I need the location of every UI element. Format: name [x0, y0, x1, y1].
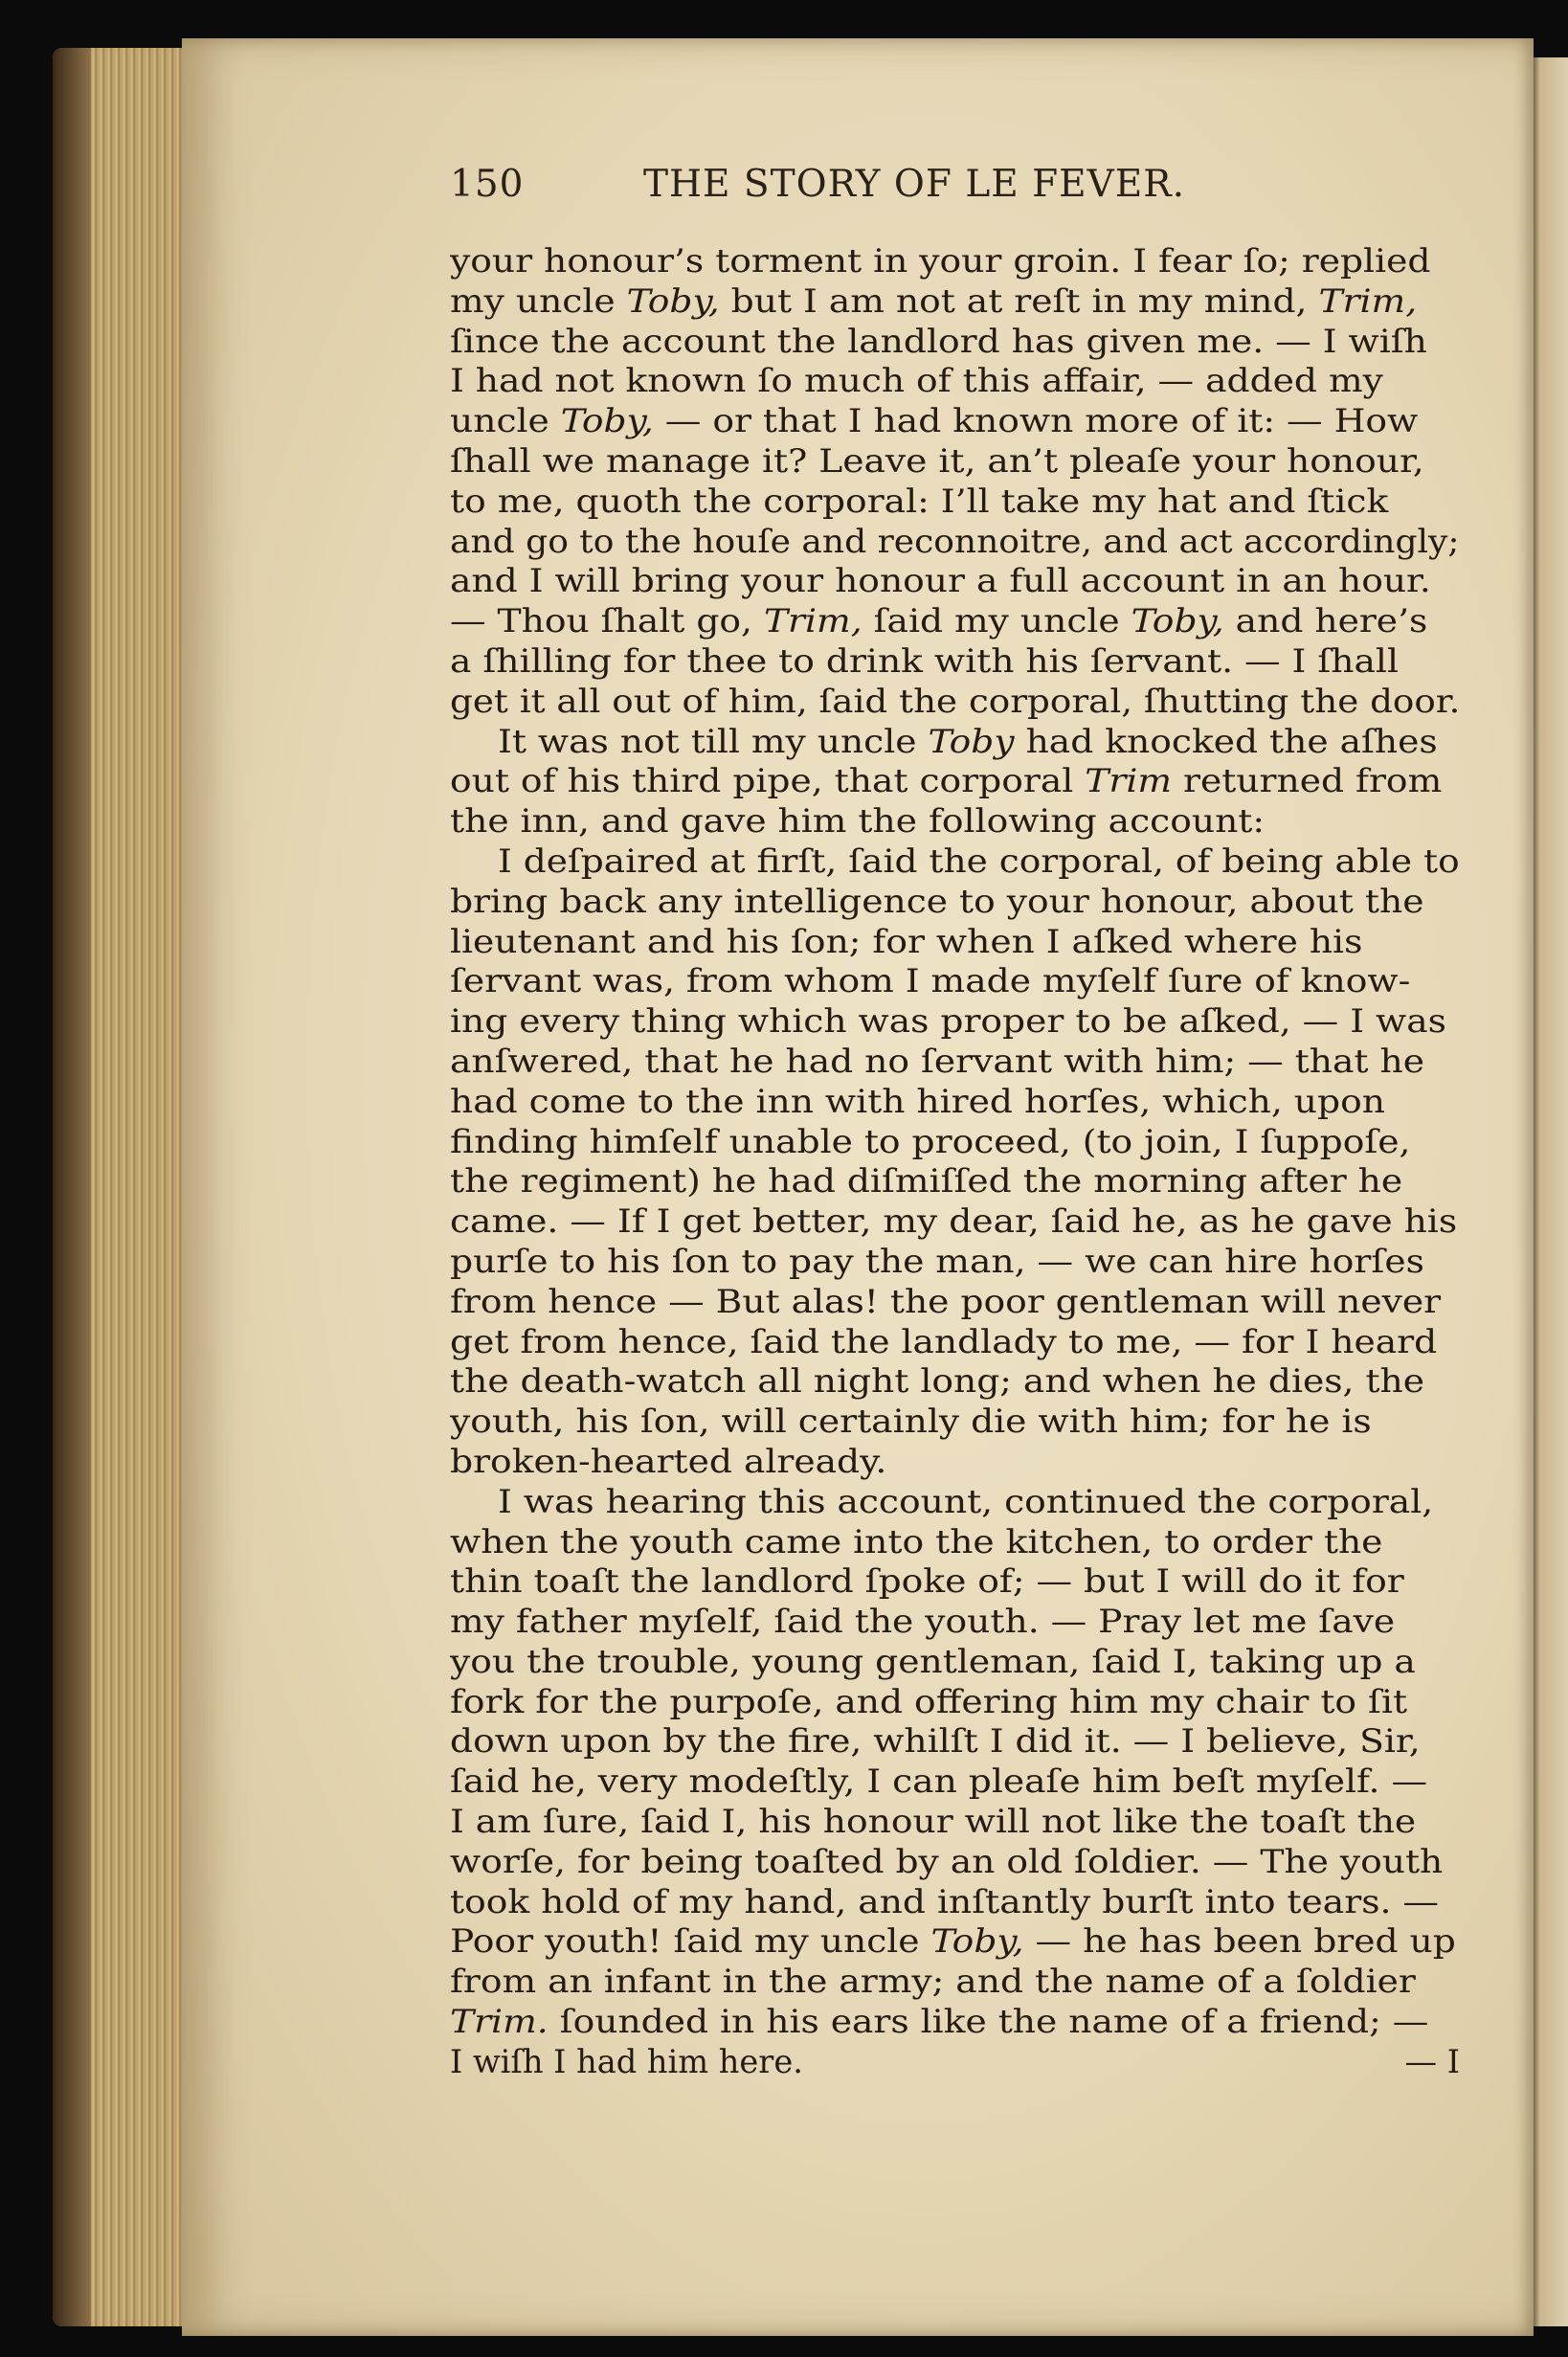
- facing-page-edge: [1528, 57, 1568, 2326]
- text-line: [450, 641, 1460, 682]
- text-segment: took hold of my hand, and inſtantly burſt into tears. —: [450, 1882, 1440, 1920]
- text-line: [450, 761, 1460, 801]
- text-line: [450, 842, 1460, 882]
- text-segment: ſhall we manage it? Leave it, an’t pleaſe your honour,: [450, 441, 1424, 480]
- italic-name: Trim,: [1318, 281, 1418, 320]
- text-segment: the regiment) he had diſmiſſed the morning after he: [450, 1162, 1403, 1201]
- text-segment: lieutenant and his ſon; for when I aſked where his: [450, 922, 1363, 960]
- book-cover-edge: [53, 48, 91, 2326]
- text-segment: ſounded in his ears like the name of a friend; —: [548, 2003, 1429, 2041]
- text-line: [450, 1442, 1460, 1482]
- text-segment: It was not till my uncle: [498, 722, 929, 760]
- text-line: [450, 601, 1460, 641]
- text-segment: ſince the account the landlord has given me. — I wiſh: [450, 322, 1427, 360]
- text-line: [450, 561, 1460, 601]
- body-text: [450, 241, 1460, 2082]
- catchword: — I: [1404, 2042, 1460, 2080]
- text-line: [450, 1361, 1460, 1402]
- text-segment: the inn, and gave him the following account:: [450, 802, 1266, 841]
- text-segment: Poor youth! ſaid my uncle: [450, 1922, 931, 1961]
- text-segment: when the youth came into the kitchen, to order the: [450, 1522, 1383, 1560]
- text-line: [450, 522, 1460, 562]
- text-segment: get it all out of him, ſaid the corporal, ſhutting the door.: [450, 682, 1460, 720]
- text-segment: ſaid he, very modeſtly, I can pleaſe him beſt myſelf. —: [450, 1762, 1428, 1801]
- text-segment: — Thou ſhalt go,: [450, 602, 764, 640]
- text-line: [450, 1842, 1460, 1882]
- text-segment: down upon by the fire, whilſt I did it. — I believe, Sir,: [450, 1722, 1421, 1761]
- text-line: [450, 281, 1460, 322]
- text-segment: had come to the inn with hired horſes, which, upon: [450, 1082, 1385, 1120]
- text-segment: to me, quoth the corporal: I’ll take my hat and ſtick: [450, 482, 1389, 520]
- text-line: [450, 1962, 1460, 2002]
- text-segment: you the trouble, young gentleman, ſaid I, taking up a: [450, 1642, 1416, 1680]
- page-number: 150: [450, 163, 525, 206]
- italic-name: Trim,: [763, 602, 862, 640]
- italic-name: Trim.: [450, 2003, 549, 2041]
- text-segment: finding himſelf unable to proceed, (to join, I ſuppoſe,: [450, 1122, 1411, 1160]
- text-segment: and I will bring your honour a full account in an hour.: [450, 562, 1431, 600]
- text-segment: my uncle: [450, 281, 627, 320]
- text-line: [450, 1522, 1460, 1562]
- text-line: [450, 1921, 1460, 1962]
- text-line: [450, 1001, 1460, 1042]
- text-segment: — he has been bred up: [1023, 1922, 1456, 1961]
- text-segment: from hence — But alas! the poor gentleman will never: [450, 1282, 1442, 1320]
- italic-name: Toby,: [930, 1922, 1024, 1961]
- italic-name: Toby,: [1131, 602, 1224, 640]
- text-line: [450, 1721, 1460, 1762]
- text-segment: purſe to his ſon to pay the man, — we can hire horſes: [450, 1242, 1424, 1280]
- text-line: [450, 1882, 1460, 1922]
- text-segment: ſaid my uncle: [862, 602, 1131, 640]
- text-segment: anſwered, that he had no ſervant with him; — that he: [450, 1042, 1424, 1080]
- text-line: [450, 1161, 1460, 1201]
- text-line: [450, 1122, 1460, 1162]
- text-line: [450, 441, 1460, 482]
- text-line: [450, 322, 1460, 362]
- text-line: [450, 1201, 1460, 1242]
- text-segment: worſe, for being toaſted by an old ſoldier. — The youth: [450, 1842, 1444, 1880]
- text-segment: I deſpaired at firſt, ſaid the corporal, of being able to: [498, 842, 1460, 880]
- running-title: THE STORY OF LE FEVER.: [643, 163, 1186, 206]
- text-segment: your honour’s torment in your groin. I fear ſo; replied: [450, 242, 1431, 280]
- text-line: [450, 801, 1460, 842]
- running-header: [450, 163, 1455, 220]
- text-segment: uncle: [450, 402, 561, 440]
- italic-name: Trim: [1085, 762, 1173, 800]
- text-segment: broken-hearted already.: [450, 1442, 887, 1480]
- text-line: [450, 361, 1460, 401]
- text-line: [450, 1682, 1460, 1722]
- text-line: [450, 1042, 1460, 1082]
- text-line: [450, 1242, 1460, 1282]
- text-line: [450, 1642, 1460, 1682]
- text-segment: I am ſure, ſaid I, his honour will not like the toaſt the: [450, 1803, 1417, 1841]
- text-line: [450, 1762, 1460, 1802]
- text-line: [450, 1802, 1460, 1842]
- text-segment: thin toaſt the landlord ſpoke of; — but I will do it for: [450, 1562, 1404, 1601]
- text-segment: from an infant in the army; and the name of a ſoldier: [450, 1963, 1416, 2001]
- text-segment: and here’s: [1223, 602, 1428, 640]
- text-line: [450, 1602, 1460, 1642]
- text-segment: out of his third pipe, that corporal: [450, 762, 1086, 800]
- text-segment: but I am not at reſt in my mind,: [719, 281, 1319, 320]
- text-line: [450, 1561, 1460, 1602]
- text-line: [450, 1282, 1460, 1322]
- text-line: [450, 401, 1460, 441]
- text-segment: the death-watch all night long; and when he dies, the: [450, 1362, 1425, 1401]
- text-line: [450, 482, 1460, 522]
- text-line: [450, 722, 1460, 762]
- text-segment: a ſhilling for thee to drink with his ſervant. — I ſhall: [450, 641, 1399, 680]
- italic-name: Toby: [928, 722, 1015, 760]
- text-segment: ing every thing which was proper to be aſked, — I was: [450, 1002, 1446, 1041]
- text-line: [450, 682, 1460, 722]
- text-line: [450, 961, 1460, 1001]
- text-segment: had knocked the aſhes: [1014, 722, 1438, 760]
- text-line: [450, 1322, 1460, 1362]
- italic-name: Toby,: [560, 402, 654, 440]
- text-line: [450, 241, 1460, 281]
- text-line: [450, 2002, 1460, 2042]
- text-segment: returned from: [1172, 762, 1443, 800]
- text-segment: fork for the purpoſe, and offering him my chair to ſit: [450, 1682, 1408, 1720]
- text-segment: — or that I had known more of it: — How: [653, 402, 1419, 440]
- text-segment: youth, his ſon, will certainly die with him; for he is: [450, 1403, 1372, 1441]
- text-line: [450, 1482, 1460, 1522]
- last-line: [450, 2042, 1460, 2082]
- text-segment: ſervant was, from whom I made myſelf ſure of know-: [450, 962, 1411, 1000]
- text-line: [450, 1082, 1460, 1122]
- italic-name: Toby,: [626, 281, 720, 320]
- text-segment: my father myſelf, ſaid the youth. — Pray let me ſave: [450, 1603, 1396, 1641]
- last-line-text: I wiſh I had him here.: [450, 2042, 803, 2080]
- text-line: [450, 922, 1460, 962]
- text-segment: bring back any intelligence to your honour, about the: [450, 882, 1424, 920]
- text-segment: and go to the houſe and reconnoitre, and act accordingly;: [450, 522, 1460, 560]
- text-line: [450, 882, 1460, 922]
- text-line: [450, 1402, 1460, 1442]
- book-fore-edge: [53, 48, 196, 2326]
- text-segment: I was hearing this account, continued the corporal,: [498, 1482, 1434, 1520]
- text-segment: I had not known ſo much of this affair, — added my: [450, 362, 1383, 400]
- text-segment: came. — If I get better, my dear, ſaid he, as he gave his: [450, 1202, 1458, 1241]
- text-segment: get from hence, ſaid the landlady to me, — for I heard: [450, 1322, 1438, 1360]
